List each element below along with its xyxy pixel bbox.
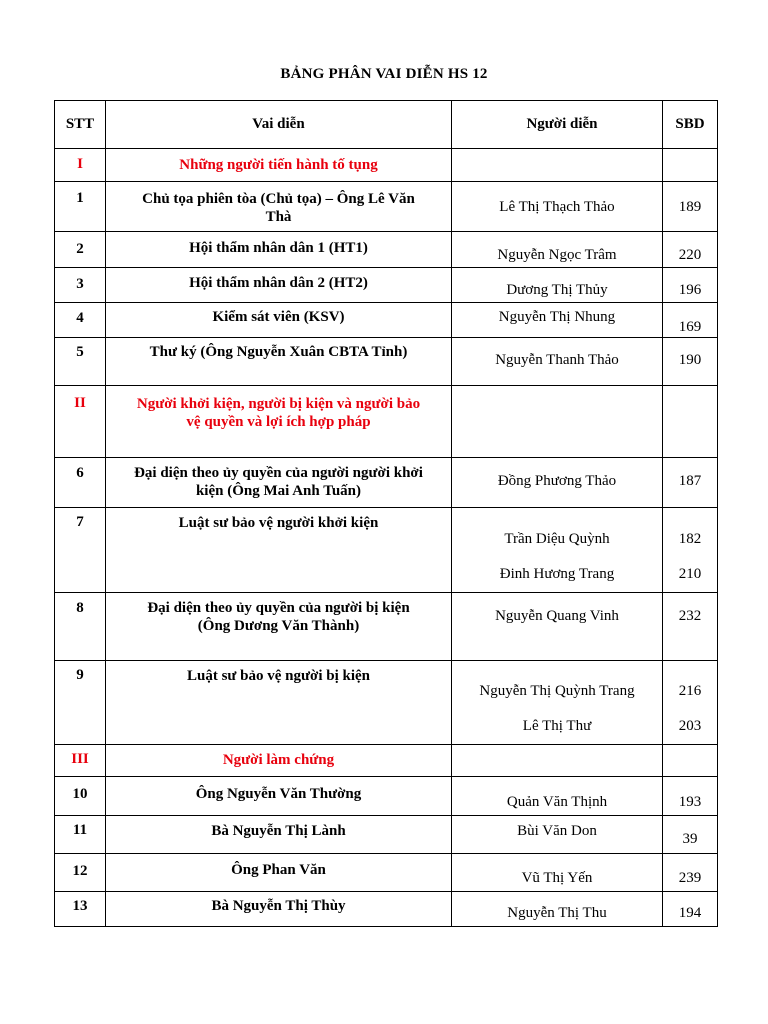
table-row (55, 303, 718, 338)
sbd-value: 216 (678, 683, 702, 699)
sbd-value: 169 (678, 319, 702, 335)
role-name-cont: Thà (265, 209, 292, 225)
role-name: Bà Nguyễn Thị Thùy (211, 898, 346, 914)
table-row (55, 458, 718, 508)
row-stt: 7 (76, 514, 84, 530)
table-row (55, 661, 718, 745)
row-stt: 11 (72, 822, 88, 838)
role-name: Luật sư bảo vệ người khởi kiện (178, 515, 379, 531)
section-label: Những người tiến hành tố tụng (179, 157, 378, 173)
performer-name: Nguyễn Thanh Thảo (495, 352, 619, 368)
table-row (55, 854, 718, 892)
table-header-row (55, 101, 718, 149)
header-stt: STT (55, 101, 106, 149)
role-name: Luật sư bảo vệ người bị kiện (186, 668, 371, 684)
role-name: Ông Phan Văn (231, 862, 326, 878)
row-stt: 8 (76, 600, 84, 616)
header-nguoi-dien: Người diễn (452, 101, 663, 149)
document-title: BẢNG PHÂN VAI DIỄN HS 12 (280, 66, 488, 82)
sbd-value: 232 (678, 608, 702, 624)
sbd-value: 182 (678, 531, 702, 547)
performer-name: Đồng Phương Thảo (497, 473, 617, 489)
performer-name: Nguyễn Quang Vinh (495, 608, 619, 624)
role-name: Hội thẩm nhân dân 2 (HT2) (189, 275, 368, 291)
table-row (55, 268, 718, 303)
role-name: Chủ tọa phiên tòa (Chủ tọa) – Ông Lê Văn (142, 191, 415, 207)
section-number: I (77, 156, 83, 172)
section-label: Người làm chứng (222, 752, 335, 768)
role-name: Hội thẩm nhân dân 1 (HT1) (189, 240, 368, 256)
role-name-cont: kiện (Ông Mai Anh Tuấn) (195, 483, 362, 499)
sbd-value: 190 (678, 352, 702, 368)
section-number: III (71, 751, 89, 767)
table-row (55, 816, 718, 854)
row-stt: 2 (76, 241, 84, 257)
row-stt: 4 (76, 310, 84, 326)
role-name: Ông Nguyễn Văn Thường (195, 786, 362, 802)
table-row (55, 232, 718, 268)
header-sbd: SBD (663, 101, 718, 149)
sbd-value: 239 (678, 870, 702, 886)
performer-name: Nguyễn Ngọc Trâm (497, 247, 617, 263)
sbd-value: 39 (682, 831, 698, 847)
row-stt: 1 (76, 190, 84, 206)
row-stt: 9 (76, 667, 84, 683)
performer-name: Dương Thị Thủy (506, 282, 608, 298)
section-row (55, 745, 718, 777)
table-row (55, 593, 718, 661)
performer-name: Nguyễn Thị Thu (507, 905, 607, 921)
table-row (55, 508, 718, 593)
performer-name: Vũ Thị Yến (521, 870, 593, 886)
row-stt: 6 (76, 465, 84, 481)
sbd-value: 210 (678, 566, 702, 582)
sbd-value: 194 (678, 905, 702, 921)
performer-name: Lê Thị Thư (522, 718, 592, 734)
table-row (55, 777, 718, 816)
table-row (55, 892, 718, 927)
table-row (55, 338, 718, 386)
performer-name: Trần Diệu Quỳnh (504, 531, 610, 547)
role-name: Đại diện theo ủy quyền của người bị kiện (147, 600, 410, 616)
performer-name: Đinh Hương Trang (499, 566, 615, 582)
role-name: Thư ký (Ông Nguyễn Xuân CBTA Tỉnh) (149, 344, 408, 360)
row-stt: 3 (76, 276, 84, 292)
role-name: Đại diện theo ủy quyền của người người khởi (134, 465, 423, 481)
row-stt: 13 (72, 898, 88, 914)
performer-name: Lê Thị Thạch Thảo (499, 199, 615, 215)
sbd-value: 203 (678, 718, 702, 734)
role-table (54, 100, 718, 927)
section-row (55, 386, 718, 458)
section-number: II (74, 395, 86, 411)
performer-name: Bùi Văn Don (517, 823, 597, 839)
sbd-value: 187 (678, 473, 702, 489)
performer-name: Nguyễn Thị Nhung (498, 309, 616, 325)
role-name: Bà Nguyễn Thị Lành (211, 823, 346, 839)
section-label-cont: vệ quyền và lợi ích hợp pháp (186, 414, 371, 430)
row-stt: 5 (76, 344, 84, 360)
row-stt: 12 (72, 863, 88, 879)
performer-name: Nguyễn Thị Quỳnh Trang (479, 683, 635, 699)
sbd-value: 196 (678, 282, 702, 298)
sbd-value: 220 (678, 247, 702, 263)
row-stt: 10 (72, 786, 88, 802)
performer-name: Quản Văn Thịnh (506, 794, 608, 810)
role-name: Kiểm sát viên (KSV) (212, 309, 345, 325)
header-vai-dien: Vai diễn (106, 101, 452, 149)
section-label: Người khởi kiện, người bị kiện và người bảo (136, 396, 421, 412)
sbd-value: 189 (678, 199, 702, 215)
section-row (55, 149, 718, 182)
sbd-value: 193 (678, 794, 702, 810)
table-row (55, 182, 718, 232)
role-name-cont: (Ông Dương Văn Thành) (197, 618, 360, 634)
